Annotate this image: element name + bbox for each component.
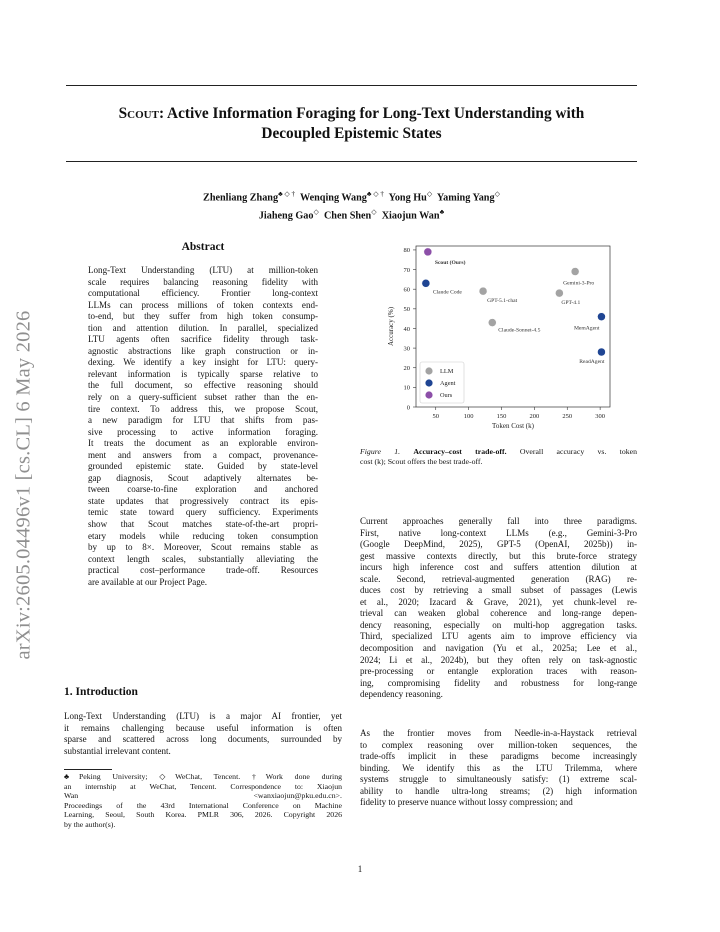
abstract-line: ment and answers from a compact, provenance- (88, 449, 318, 460)
abstract-line: to-end, but they suffer from high token consump- (88, 311, 318, 322)
abstract-line: state updates that progressively contract its epis- (88, 495, 318, 506)
abstract-line: tween coarse-to-fine exploration and anchored (88, 484, 318, 495)
body-line: ability to handle ultra-long streams; (2) high information (360, 785, 637, 796)
abstract-line: temic state toward query sufficiency. Experiments (88, 507, 318, 518)
abstract-line: It treats the document as an explorable environ- (88, 438, 318, 449)
y-tick-label: 80 (403, 247, 410, 255)
page-number: 1 (357, 864, 363, 874)
abstract-line: are available at our Project Page. (88, 576, 208, 587)
y-tick-label: 70 (403, 266, 410, 274)
author: Zhenliang Zhang (203, 192, 279, 204)
data-point-label: Claude-Sonnet-4.5 (498, 327, 541, 334)
abstract-line: tion and attention dilution. In parallel, specialized (88, 322, 318, 333)
body-line: gest massive contexts directly, but this brute-force strategy (360, 550, 637, 561)
abstract-line: practical cost–performance trade-off. Resources (88, 565, 318, 576)
data-point (597, 348, 605, 356)
data-point (571, 268, 579, 276)
abstract-line: rely on a query-sufficient subset rather than the en- (88, 392, 318, 403)
author-affil-marks: ◇ (313, 208, 319, 217)
y-tick-label: 20 (403, 365, 410, 373)
body-line: systems struggle to simultaneously satisfy: (1) extreme scal- (360, 774, 637, 785)
data-point-label: Gemini-3-Pro (563, 280, 595, 287)
y-tick-label: 40 (403, 325, 410, 333)
footnote-line: ♣Peking University; ◇WeChat, Tencent. †Work done during (64, 772, 342, 781)
abstract-line: by up to 8×. Moreover, Scout remains stable as (88, 542, 318, 553)
abstract-line: computational efficiency. Frontier long-context (88, 288, 318, 299)
figure-caption-line-2: cost (k); Scout offers the best trade-off. (360, 457, 483, 466)
intro-line: Long-Text Understanding (LTU) is a major AI frontier, yet (64, 711, 342, 721)
body-line: Third, specialized LTU agents aim to improve efficiency via (360, 631, 637, 642)
title-line-1: : Active Information Foraging for Long-Text Understanding with (158, 105, 585, 122)
data-point-label: ReadAgent (579, 359, 605, 366)
author-affil-marks: ♣ ◇ † (278, 190, 296, 198)
body-line: trade-offs implicit in these paradigms become increasingly (360, 751, 637, 762)
title-top-rule (66, 85, 637, 86)
x-axis-label: Token Cost (k) (492, 422, 534, 430)
data-point (424, 248, 432, 256)
data-point-label: GPT-5.1-chat (487, 298, 518, 305)
body-line: 2024; Li et al., 2024b), but they often rely on task-agnostic (360, 654, 637, 665)
body-line: dependency reasoning. (360, 689, 443, 700)
body-line: binding. We identify this as the LTU Trilemma, where (360, 762, 637, 773)
footnote-rule (64, 769, 112, 770)
data-point (555, 289, 563, 297)
y-tick-label: 60 (403, 286, 410, 294)
abstract-line: the full document, so effective reasoning should (88, 380, 318, 391)
arxiv-stamp-text: arXiv:2605.04496v1 [cs.CL] 6 May 2026 (12, 310, 35, 660)
data-point (479, 287, 487, 295)
x-tick-label: 50 (432, 413, 439, 420)
footnote-line: by the author(s). (64, 819, 116, 829)
y-tick-label: 30 (403, 345, 410, 353)
x-tick-label: 100 (463, 413, 474, 420)
data-point-label: Scout (Ours) (434, 259, 466, 266)
title-system-name: Scout (118, 105, 159, 122)
abstract-line: scale requires balancing reasoning fidelity with (88, 276, 318, 287)
y-tick-label: 0 (406, 404, 410, 412)
author: Xiaojun Wan (381, 210, 440, 222)
figure-caption-text: Overall accuracy vs. token (506, 447, 638, 456)
legend-marker (425, 379, 432, 386)
abstract-line: relevant information is typically sparse relative to (88, 368, 318, 379)
intro-line: it remains challenging because useful information is often (64, 722, 342, 733)
footnote-line: Learning, Seoul, South Korea. PMLR 306, 2026. Copyright 2026 (64, 810, 342, 820)
body-line: ing, compromising fidelity and robustness for long-range (360, 677, 637, 688)
body-line: incurs high inference cost and suffers attention dilution at (360, 562, 637, 573)
body-line: Current approaches generally fall into three paradigms. (360, 516, 637, 526)
author-list (66, 187, 637, 224)
data-point (422, 279, 430, 287)
abstract-line: show that Scout matches state-of-the-art propri- (88, 519, 318, 530)
legend-label: Ours (440, 392, 453, 400)
abstract-heading: Abstract (181, 241, 225, 253)
author-affil-marks: ◇ (371, 208, 377, 217)
author-affil-marks: ♣ (439, 208, 445, 217)
abstract-body (88, 265, 318, 588)
title-line-2: Decoupled Epistemic States (261, 124, 442, 142)
body-line: scale. Second, retrieval-augmented generation (RAG) re- (360, 573, 637, 584)
abstract-line: sive processing to active information foraging. (88, 426, 318, 437)
body-line: (Google DeepMind, 2025), GPT-5 (OpenAI, 2025b)) in- (360, 539, 637, 550)
data-point-label: GPT-4.1 (561, 300, 581, 307)
legend-label: LLM (440, 368, 454, 376)
figure-label: Figure 1. (360, 447, 401, 456)
data-point-label: Claude Code (432, 289, 462, 296)
body-line: fidelity to preserve nuance without lossy compression; and (360, 797, 573, 808)
body-line: decomposition and navigation (Yu et al., 2025a; Lee et al., (360, 643, 637, 654)
legend-label: Agent (440, 380, 456, 388)
body-line: pre-processing or entangle exploration traces with reason- (360, 666, 637, 677)
abstract-line: LTU agents often sacrifice fidelity through task- (88, 334, 318, 345)
abstract-line: etary models while reducing token consumption (88, 530, 318, 541)
x-tick-label: 300 (595, 413, 606, 420)
body-line: As the frontier moves from Needle-in-a-Haystack retrieval (360, 728, 637, 738)
author-affil-marks: ♣ ◇ † (366, 190, 384, 198)
data-point-label: MemAgent (573, 325, 600, 332)
abstract-line: gap diagnosis, Scout adaptively alternates be- (88, 472, 318, 483)
legend-marker (425, 367, 432, 374)
accuracy-cost-scatter-chart (360, 238, 640, 443)
author-affil-marks: ◇ (426, 190, 433, 198)
data-point (488, 319, 496, 327)
body-line: to complex reasoning over million-token sequences, the (360, 739, 637, 750)
author-line-2 (66, 205, 637, 223)
title-bottom-rule (66, 161, 637, 162)
figure-caption (360, 447, 637, 467)
introduction-body (64, 711, 342, 757)
abstract-line: agnostic abstractions like graph construction or in- (88, 345, 318, 356)
y-tick-label: 50 (403, 306, 410, 314)
x-tick-label: 200 (529, 413, 540, 420)
paper-title (66, 104, 637, 143)
abstract-line: Long-Text Understanding (LTU) at million-token (88, 265, 318, 275)
trilemma-paragraph (360, 728, 637, 809)
intro-line: substantial irrelevant content. (64, 745, 171, 756)
figure-caption-bold: Accuracy–cost trade-off. (413, 447, 507, 456)
body-line: et al., 2020; Izacard & Grave, 2021), yet chunk-level re- (360, 596, 637, 607)
legend-marker (425, 391, 432, 398)
intro-line: sparse and scattered across long documents, surrounded by (64, 734, 342, 745)
footnote (64, 772, 342, 830)
y-axis-label: Accuracy (%) (387, 306, 395, 347)
author-affil-marks: ◇ (494, 190, 500, 198)
paradigms-paragraph (360, 516, 637, 701)
abstract-line: tire context. To address this, we propose Scout, (88, 403, 318, 414)
abstract-line: a new paradigm for LTU that shifts from pas- (88, 415, 318, 426)
author: Wenqing Wang (299, 192, 367, 204)
arxiv-stamp (4, 310, 44, 660)
body-line: First, native long-context LLMs (e.g., Gemini-3-Pro (360, 527, 637, 538)
body-line: duces cost by retrieving a small subset of passages (Lewis (360, 585, 637, 596)
abstract-line: context length scales, substantially alleviating the (88, 553, 318, 564)
x-tick-label: 250 (562, 413, 573, 420)
author: Chen Shen (323, 210, 372, 222)
author: Yaming Yang (436, 192, 495, 204)
abstract-line: grounded epistemic state. Guided by state-level (88, 461, 318, 472)
section-heading-introduction: 1. Introduction (64, 686, 138, 698)
footnote-line: an internship at WeChat, Tencent. Correspondence to: Xiaojun (64, 781, 342, 791)
author: Jiaheng Gao (258, 210, 314, 222)
abstract-line: dexing. We identify a key insight for LTU: query- (88, 357, 318, 368)
data-point (597, 313, 605, 321)
x-tick-label: 150 (496, 413, 507, 420)
author-line-1 (66, 187, 637, 205)
body-line: dency reasoning, especially on multi-hop aggregation tasks. (360, 619, 637, 630)
abstract-line: LLMs can process millions of token contexts end- (88, 299, 318, 310)
author: Yong Hu (388, 192, 427, 204)
y-tick-label: 10 (403, 384, 410, 392)
body-line: trieval can weaken global coherence and long-range depen- (360, 608, 637, 619)
footnote-line: Proceedings of the 43rd International Conference on Machine (64, 800, 342, 810)
footnote-line: Wan <wanxiaojun@pku.edu.cn>. (64, 791, 342, 801)
